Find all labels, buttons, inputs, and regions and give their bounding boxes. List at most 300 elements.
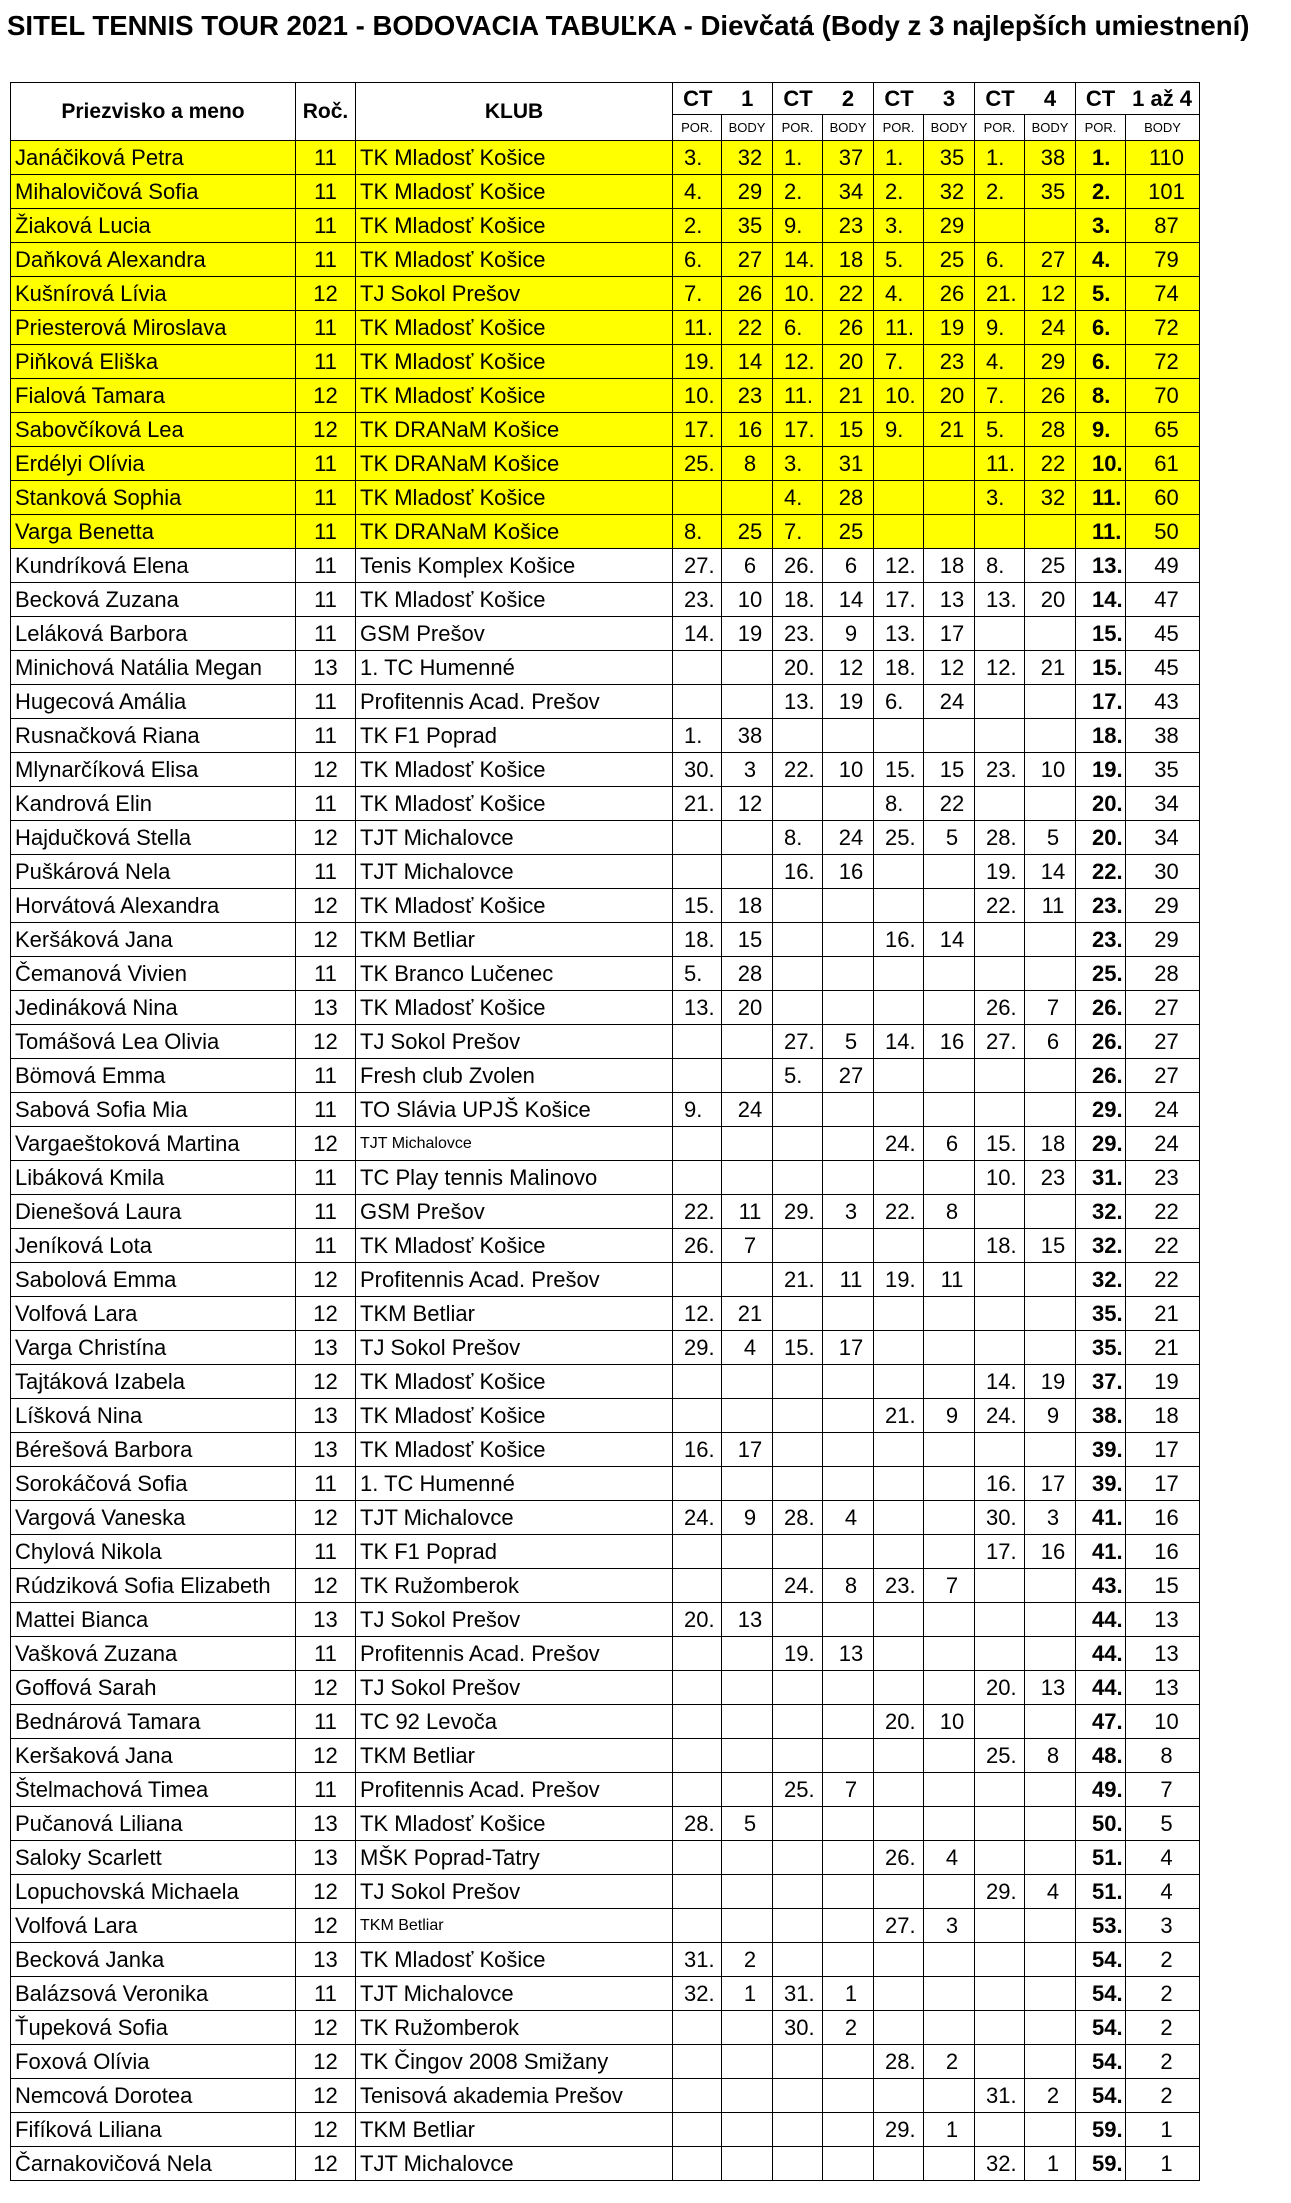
tournament-1-placement: 4. xyxy=(673,175,722,209)
tournament-2-placement: 14. xyxy=(773,243,823,277)
birth-year: 11 xyxy=(296,243,356,277)
player-name: Líšková Nina xyxy=(11,1399,296,1433)
tournament-3-placement: 28. xyxy=(874,2045,924,2079)
table-row xyxy=(11,1569,1200,1603)
tournament-3-placement: 14. xyxy=(874,1025,924,1059)
tournament-3-points: 32 xyxy=(924,175,975,209)
birth-year: 12 xyxy=(296,1909,356,1943)
tournament-4-placement: 9. xyxy=(975,311,1025,345)
club-name: TK Mladosť Košice xyxy=(356,379,673,413)
tournament-2-placement: 7. xyxy=(773,515,823,549)
tournament-1-points xyxy=(722,1059,773,1093)
tournament-1-points xyxy=(722,1841,773,1875)
tournament-2-points: 37 xyxy=(823,141,874,175)
total-placement: 19. xyxy=(1076,753,1126,787)
tournament-3-placement: 17. xyxy=(874,583,924,617)
tournament-1-points xyxy=(722,1365,773,1399)
tournament-2-placement: 15. xyxy=(773,1331,823,1365)
tournament-3-placement xyxy=(874,1671,924,1705)
tournament-3-points xyxy=(924,1433,975,1467)
total-placement: 49. xyxy=(1076,1773,1126,1807)
total-placement: 13. xyxy=(1076,549,1126,583)
tournament-3-placement xyxy=(874,957,924,991)
tournament-3-points xyxy=(924,2011,975,2045)
tournament-1-placement: 13. xyxy=(673,991,722,1025)
tournament-1-placement xyxy=(673,1569,722,1603)
total-placement: 2. xyxy=(1076,175,1126,209)
player-name: Sabolová Emma xyxy=(11,1263,296,1297)
table-row xyxy=(11,1263,1200,1297)
tournament-2-points: 25 xyxy=(823,515,874,549)
tournament-3-points: 12 xyxy=(924,651,975,685)
tournament-4-points: 22 xyxy=(1025,447,1076,481)
tournament-1-points xyxy=(722,855,773,889)
club-name: TJ Sokol Prešov xyxy=(356,1671,673,1705)
tournament-2-points xyxy=(823,1093,874,1127)
tournament-4-placement xyxy=(975,1977,1025,2011)
player-name: Tomášová Lea Olivia xyxy=(11,1025,296,1059)
club-name: TK Mladosť Košice xyxy=(356,1807,673,1841)
table-row xyxy=(11,1807,1200,1841)
total-points: 22 xyxy=(1126,1195,1200,1229)
birth-year: 13 xyxy=(296,651,356,685)
player-name: Mihalovičová Sofia xyxy=(11,175,296,209)
birth-year: 11 xyxy=(296,957,356,991)
total-points: 49 xyxy=(1126,549,1200,583)
tournament-2-placement xyxy=(773,1297,823,1331)
tournament-1-points xyxy=(722,1569,773,1603)
club-name: TK Mladosť Košice xyxy=(356,1399,673,1433)
tournament-2-points xyxy=(823,1127,874,1161)
tournament-2-placement: 31. xyxy=(773,1977,823,2011)
tournament-3-placement: 2. xyxy=(874,175,924,209)
tournament-3-placement xyxy=(874,2011,924,2045)
tournament-2-placement: 12. xyxy=(773,345,823,379)
tournament-1-points: 16 xyxy=(722,413,773,447)
tournament-4-placement xyxy=(975,2113,1025,2147)
tournament-4-points: 7 xyxy=(1025,991,1076,1025)
birth-year: 12 xyxy=(296,2079,356,2113)
tournament-4-points: 29 xyxy=(1025,345,1076,379)
tournament-4-points xyxy=(1025,1195,1076,1229)
tournament-3-points: 21 xyxy=(924,413,975,447)
tournament-1-placement: 30. xyxy=(673,753,722,787)
tournament-2-placement xyxy=(773,1807,823,1841)
total-placement: 44. xyxy=(1076,1637,1126,1671)
club-name: MŠK Poprad-Tatry xyxy=(356,1841,673,1875)
club-name: TJ Sokol Prešov xyxy=(356,1875,673,1909)
birth-year: 12 xyxy=(296,889,356,923)
tournament-2-placement xyxy=(773,1705,823,1739)
tournament-3-points: 16 xyxy=(924,1025,975,1059)
club-name: Profitennis Acad. Prešov xyxy=(356,1263,673,1297)
tournament-1-placement: 14. xyxy=(673,617,722,651)
club-name: TK Mladosť Košice xyxy=(356,141,673,175)
tournament-1-points xyxy=(722,1025,773,1059)
tournament-1-placement: 28. xyxy=(673,1807,722,1841)
tournament-1-points: 2 xyxy=(722,1943,773,1977)
table-row xyxy=(11,719,1200,753)
header-ct-number: 2 xyxy=(841,86,855,111)
tournament-2-placement xyxy=(773,2113,823,2147)
tournament-2-placement xyxy=(773,719,823,753)
tournament-3-placement xyxy=(874,719,924,753)
tournament-1-points: 22 xyxy=(722,311,773,345)
tournament-4-placement: 30. xyxy=(975,1501,1025,1535)
player-name: Čarnakovičová Nela xyxy=(11,2147,296,2181)
tournament-1-points xyxy=(722,1705,773,1739)
total-points: 1 xyxy=(1126,2147,1200,2181)
tournament-3-placement: 5. xyxy=(874,243,924,277)
tournament-2-points: 18 xyxy=(823,243,874,277)
tournament-4-points xyxy=(1025,1705,1076,1739)
table-row xyxy=(11,1229,1200,1263)
tournament-4-placement: 21. xyxy=(975,277,1025,311)
tournament-1-placement: 9. xyxy=(673,1093,722,1127)
tournament-2-points: 3 xyxy=(823,1195,874,1229)
tournament-4-points: 24 xyxy=(1025,311,1076,345)
birth-year: 12 xyxy=(296,1025,356,1059)
birth-year: 11 xyxy=(296,481,356,515)
tournament-3-placement xyxy=(874,1637,924,1671)
total-points: 2 xyxy=(1126,2079,1200,2113)
table-row xyxy=(11,1059,1200,1093)
player-name: Libáková Kmila xyxy=(11,1161,296,1195)
total-placement: 47. xyxy=(1076,1705,1126,1739)
player-name: Piňková Eliška xyxy=(11,345,296,379)
tournament-3-points xyxy=(924,1977,975,2011)
tournament-1-placement: 27. xyxy=(673,549,722,583)
player-name: Vargaeštoková Martina xyxy=(11,1127,296,1161)
tournament-2-placement: 4. xyxy=(773,481,823,515)
total-placement: 11. xyxy=(1076,515,1126,549)
club-name: TK DRANaM Košice xyxy=(356,447,673,481)
tournament-4-placement xyxy=(975,1637,1025,1671)
player-name: Volfová Lara xyxy=(11,1909,296,1943)
tournament-4-points: 23 xyxy=(1025,1161,1076,1195)
tournament-4-placement: 5. xyxy=(975,413,1025,447)
tournament-3-placement: 1. xyxy=(874,141,924,175)
total-points: 79 xyxy=(1126,243,1200,277)
player-name: Čemanová Vivien xyxy=(11,957,296,991)
tournament-1-placement: 16. xyxy=(673,1433,722,1467)
tournament-2-placement xyxy=(773,1127,823,1161)
club-name: 1. TC Humenné xyxy=(356,651,673,685)
table-body xyxy=(11,141,1200,2181)
tournament-3-placement xyxy=(874,1943,924,1977)
table-row xyxy=(11,379,1200,413)
total-placement: 23. xyxy=(1076,923,1126,957)
total-placement: 48. xyxy=(1076,1739,1126,1773)
tournament-4-points xyxy=(1025,617,1076,651)
player-name: Hugecová Amália xyxy=(11,685,296,719)
tournament-2-points: 28 xyxy=(823,481,874,515)
player-name: Varga Benetta xyxy=(11,515,296,549)
birth-year: 11 xyxy=(296,1161,356,1195)
tournament-3-points: 17 xyxy=(924,617,975,651)
club-name: TK Branco Lučenec xyxy=(356,957,673,991)
tournament-3-points xyxy=(924,1875,975,1909)
header-ct-label: CT xyxy=(683,86,713,111)
tournament-4-placement xyxy=(975,1331,1025,1365)
tournament-1-placement: 11. xyxy=(673,311,722,345)
birth-year: 13 xyxy=(296,991,356,1025)
birth-year: 12 xyxy=(296,2147,356,2181)
tournament-3-points: 18 xyxy=(924,549,975,583)
tournament-1-placement xyxy=(673,685,722,719)
birth-year: 11 xyxy=(296,617,356,651)
tournament-1-placement xyxy=(673,1059,722,1093)
club-name: 1. TC Humenné xyxy=(356,1467,673,1501)
table-row xyxy=(11,1399,1200,1433)
table-row xyxy=(11,651,1200,685)
tournament-3-placement xyxy=(874,1875,924,1909)
tournament-3-points: 7 xyxy=(924,1569,975,1603)
tournament-2-placement: 22. xyxy=(773,753,823,787)
tournament-3-placement: 12. xyxy=(874,549,924,583)
player-name: Mlynarčíková Elisa xyxy=(11,753,296,787)
tournament-2-placement xyxy=(773,957,823,991)
tournament-4-points: 5 xyxy=(1025,821,1076,855)
club-name: TJ Sokol Prešov xyxy=(356,1025,673,1059)
birth-year: 11 xyxy=(296,447,356,481)
tournament-3-points: 14 xyxy=(924,923,975,957)
table-row xyxy=(11,1773,1200,1807)
tournament-2-points xyxy=(823,889,874,923)
total-placement: 39. xyxy=(1076,1433,1126,1467)
table-row xyxy=(11,2011,1200,2045)
tournament-2-placement: 2. xyxy=(773,175,823,209)
club-name: Profitennis Acad. Prešov xyxy=(356,1637,673,1671)
club-name: TK Mladosť Košice xyxy=(356,1433,673,1467)
tournament-1-placement xyxy=(673,1739,722,1773)
player-name: Štelmachová Timea xyxy=(11,1773,296,1807)
tournament-1-points: 14 xyxy=(722,345,773,379)
tournament-3-placement xyxy=(874,1297,924,1331)
tournament-2-points: 24 xyxy=(823,821,874,855)
tournament-4-points: 26 xyxy=(1025,379,1076,413)
club-name: TK Ružomberok xyxy=(356,2011,673,2045)
club-name: TK Mladosť Košice xyxy=(356,311,673,345)
total-points: 5 xyxy=(1126,1807,1200,1841)
tournament-1-placement: 31. xyxy=(673,1943,722,1977)
tournament-2-placement xyxy=(773,2147,823,2181)
table-row xyxy=(11,175,1200,209)
tournament-2-points: 17 xyxy=(823,1331,874,1365)
tournament-2-points xyxy=(823,1807,874,1841)
tournament-4-points xyxy=(1025,1433,1076,1467)
tournament-3-points xyxy=(924,1773,975,1807)
tournament-3-points: 26 xyxy=(924,277,975,311)
club-name: TK Mladosť Košice xyxy=(356,1365,673,1399)
birth-year: 11 xyxy=(296,515,356,549)
tournament-2-points: 14 xyxy=(823,583,874,617)
tournament-3-placement: 7. xyxy=(874,345,924,379)
tournament-1-points: 5 xyxy=(722,1807,773,1841)
birth-year: 11 xyxy=(296,787,356,821)
club-name: TJT Michalovce xyxy=(356,1977,673,2011)
total-placement: 26. xyxy=(1076,1025,1126,1059)
tournament-2-points xyxy=(823,1603,874,1637)
tournament-1-placement xyxy=(673,821,722,855)
total-points: 43 xyxy=(1126,685,1200,719)
table-row xyxy=(11,991,1200,1025)
total-points: 47 xyxy=(1126,583,1200,617)
player-name: Nemcová Dorotea xyxy=(11,2079,296,2113)
tournament-4-placement: 17. xyxy=(975,1535,1025,1569)
tournament-2-placement: 24. xyxy=(773,1569,823,1603)
tournament-1-points xyxy=(722,2045,773,2079)
tournament-3-placement: 26. xyxy=(874,1841,924,1875)
tournament-4-points: 32 xyxy=(1025,481,1076,515)
tournament-1-points: 13 xyxy=(722,1603,773,1637)
birth-year: 13 xyxy=(296,1433,356,1467)
tournament-3-points xyxy=(924,447,975,481)
tournament-4-placement: 6. xyxy=(975,243,1025,277)
total-placement: 5. xyxy=(1076,277,1126,311)
total-points: 21 xyxy=(1126,1331,1200,1365)
tournament-1-placement xyxy=(673,651,722,685)
birth-year: 11 xyxy=(296,1977,356,2011)
total-points: 34 xyxy=(1126,821,1200,855)
tournament-3-placement xyxy=(874,1773,924,1807)
club-name: TKM Betliar xyxy=(356,2113,673,2147)
total-placement: 17. xyxy=(1076,685,1126,719)
total-points: 4 xyxy=(1126,1875,1200,1909)
tournament-1-placement xyxy=(673,1161,722,1195)
player-name: Minichová Natália Megan xyxy=(11,651,296,685)
table-row xyxy=(11,243,1200,277)
tournament-3-points: 29 xyxy=(924,209,975,243)
player-name: Bednárová Tamara xyxy=(11,1705,296,1739)
birth-year: 12 xyxy=(296,2113,356,2147)
header-ct-2 xyxy=(773,83,874,115)
total-points: 29 xyxy=(1126,889,1200,923)
total-placement: 54. xyxy=(1076,1943,1126,1977)
tournament-1-placement: 15. xyxy=(673,889,722,923)
table-row xyxy=(11,821,1200,855)
club-name: TC 92 Levoča xyxy=(356,1705,673,1739)
table-row xyxy=(11,1671,1200,1705)
tournament-2-points xyxy=(823,2045,874,2079)
table-row xyxy=(11,1297,1200,1331)
birth-year: 12 xyxy=(296,923,356,957)
total-points: 17 xyxy=(1126,1433,1200,1467)
tournament-4-points: 8 xyxy=(1025,1739,1076,1773)
header-ct-label: CT xyxy=(1085,86,1116,111)
club-name: TJ Sokol Prešov xyxy=(356,1331,673,1365)
player-name: Balázsová Veronika xyxy=(11,1977,296,2011)
player-name: Sabová Sofia Mia xyxy=(11,1093,296,1127)
tournament-2-placement xyxy=(773,1909,823,1943)
tournament-3-placement: 9. xyxy=(874,413,924,447)
total-points: 50 xyxy=(1126,515,1200,549)
total-points: 60 xyxy=(1126,481,1200,515)
tournament-1-points xyxy=(722,1535,773,1569)
tournament-1-points xyxy=(722,1467,773,1501)
tournament-3-points xyxy=(924,1297,975,1331)
tournament-1-placement: 22. xyxy=(673,1195,722,1229)
table-row xyxy=(11,617,1200,651)
birth-year: 11 xyxy=(296,1467,356,1501)
tournament-2-points: 5 xyxy=(823,1025,874,1059)
tournament-3-placement: 16. xyxy=(874,923,924,957)
tournament-4-points xyxy=(1025,1977,1076,2011)
tournament-3-placement: 23. xyxy=(874,1569,924,1603)
tournament-1-placement: 25. xyxy=(673,447,722,481)
tournament-4-points: 14 xyxy=(1025,855,1076,889)
total-placement: 10. xyxy=(1076,447,1126,481)
birth-year: 12 xyxy=(296,1297,356,1331)
header-ct-label: CT xyxy=(884,86,914,111)
birth-year: 11 xyxy=(296,855,356,889)
tournament-4-placement: 12. xyxy=(975,651,1025,685)
tournament-4-points xyxy=(1025,1331,1076,1365)
tournament-4-placement xyxy=(975,1943,1025,1977)
header-year: Roč. xyxy=(296,83,356,141)
tournament-1-points: 17 xyxy=(722,1433,773,1467)
tournament-4-points xyxy=(1025,1603,1076,1637)
tournament-3-placement xyxy=(874,481,924,515)
club-name: TK Mladosť Košice xyxy=(356,345,673,379)
club-name: TK Mladosť Košice xyxy=(356,209,673,243)
table-row xyxy=(11,141,1200,175)
tournament-4-points: 27 xyxy=(1025,243,1076,277)
tournament-1-points: 15 xyxy=(722,923,773,957)
table-row xyxy=(11,2113,1200,2147)
tournament-3-placement xyxy=(874,1365,924,1399)
tournament-1-points xyxy=(722,1909,773,1943)
tournament-4-placement: 2. xyxy=(975,175,1025,209)
tournament-3-points xyxy=(924,855,975,889)
tournament-4-points xyxy=(1025,1841,1076,1875)
tournament-3-placement xyxy=(874,2079,924,2113)
tournament-2-placement: 20. xyxy=(773,651,823,685)
total-points: 35 xyxy=(1126,753,1200,787)
total-points: 101 xyxy=(1126,175,1200,209)
tournament-1-points: 4 xyxy=(722,1331,773,1365)
total-placement: 32. xyxy=(1076,1263,1126,1297)
birth-year: 12 xyxy=(296,1671,356,1705)
tournament-1-placement xyxy=(673,1671,722,1705)
tournament-3-placement: 29. xyxy=(874,2113,924,2147)
total-placement: 50. xyxy=(1076,1807,1126,1841)
table-row xyxy=(11,1433,1200,1467)
header-body: BODY xyxy=(722,115,773,141)
total-placement: 32. xyxy=(1076,1195,1126,1229)
total-points: 16 xyxy=(1126,1535,1200,1569)
tournament-4-placement: 23. xyxy=(975,753,1025,787)
club-name: TJ Sokol Prešov xyxy=(356,1603,673,1637)
tournament-4-points: 10 xyxy=(1025,753,1076,787)
table-row xyxy=(11,685,1200,719)
tournament-3-placement xyxy=(874,1535,924,1569)
tournament-4-points: 15 xyxy=(1025,1229,1076,1263)
tournament-4-points: 38 xyxy=(1025,141,1076,175)
tournament-4-placement: 16. xyxy=(975,1467,1025,1501)
tournament-3-placement: 8. xyxy=(874,787,924,821)
tournament-2-points: 6 xyxy=(823,549,874,583)
total-points: 2 xyxy=(1126,1977,1200,2011)
tournament-1-placement xyxy=(673,2147,722,2181)
tournament-2-placement xyxy=(773,1943,823,1977)
total-points: 45 xyxy=(1126,651,1200,685)
total-placement: 14. xyxy=(1076,583,1126,617)
tournament-1-placement: 7. xyxy=(673,277,722,311)
table-row xyxy=(11,1705,1200,1739)
tournament-2-placement: 8. xyxy=(773,821,823,855)
tournament-1-placement: 5. xyxy=(673,957,722,991)
